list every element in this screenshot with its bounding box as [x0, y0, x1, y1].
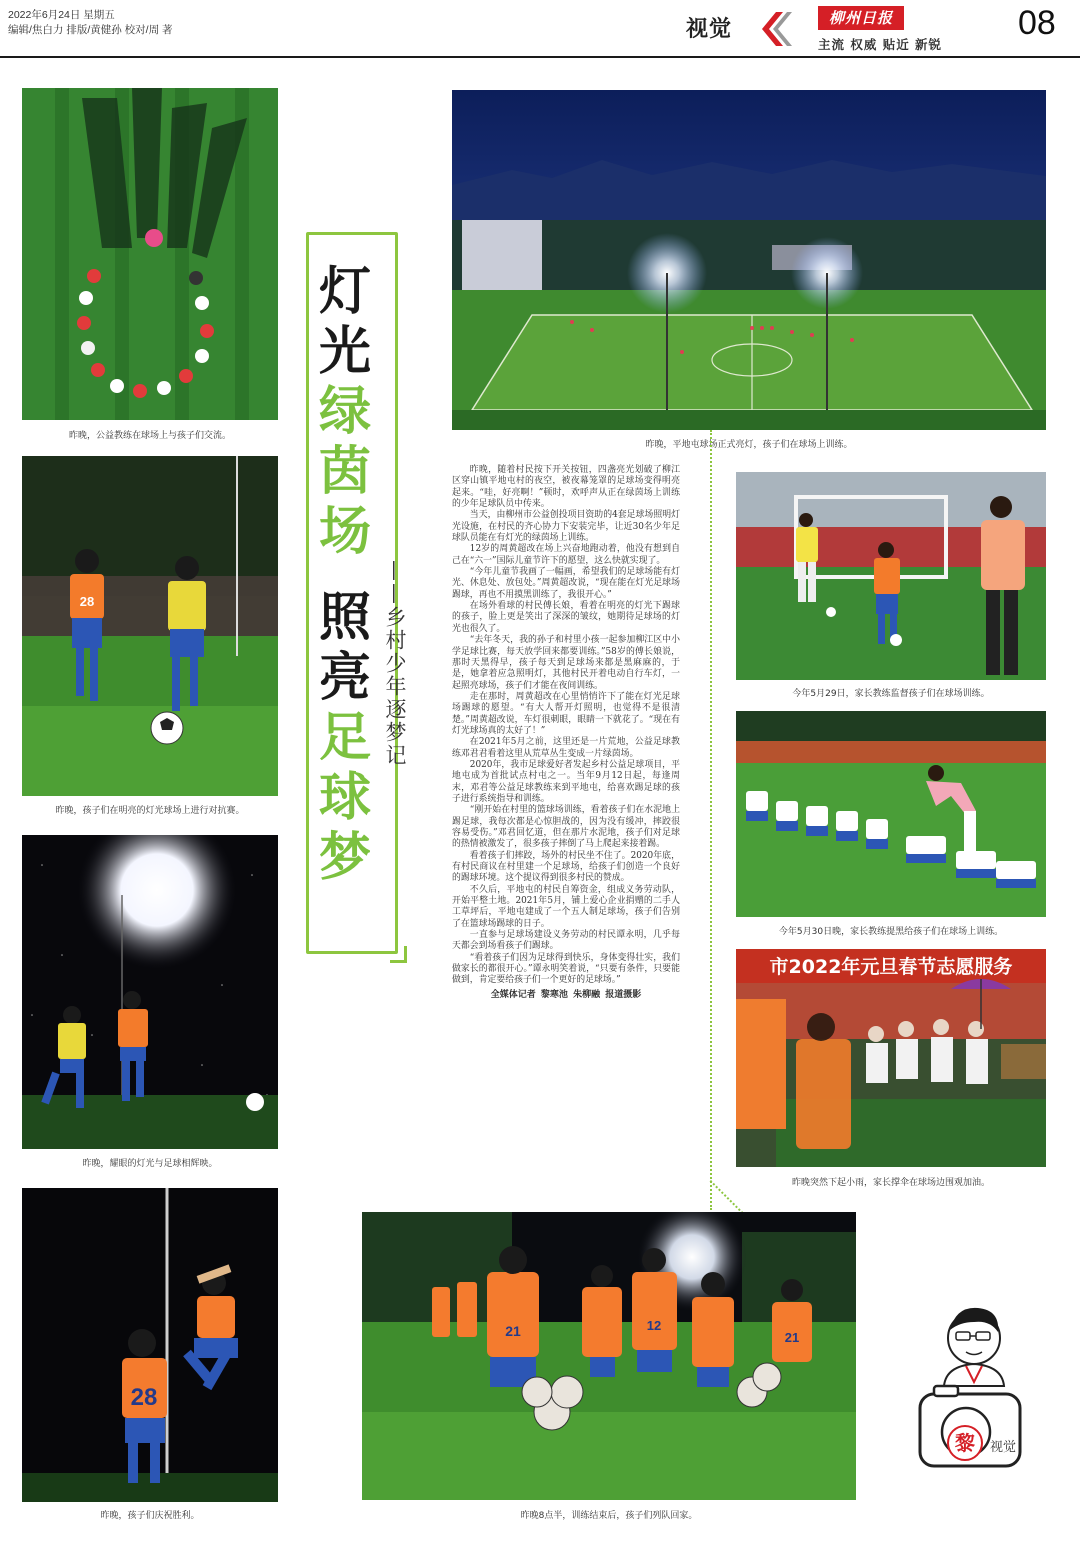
article-paragraph: 昨晚，随着村民按下开关按钮，四盏亮光划破了柳江区穿山镇平地屯村的夜空，被夜幕笼罩的足球场变得明亮起来。“哇，好亮啊！”顿时，欢呼声从正在绿茵场上训练的少年足球队员中传来。: [452, 465, 680, 510]
photo-lineup: [362, 1212, 856, 1500]
caption-2: 昨晚，平地屯球场正式亮灯，孩子们在球场上训练。: [645, 440, 853, 450]
article-paragraph: 走在那时，周黄超改在心里悄悄许下了能在灯光足球场踢球的愿望。“有大人帮开灯照明，也觉得不是很清楚。”周黄超改说，车灯很刺眼，眼睛一下就花了。“现在有灯光球场真的太好了！”: [452, 691, 680, 736]
article-paragraph: “今年儿童节我画了一幅画，希望我们的足球场能有灯光、休息处、放包处。”周黄超改说，“现在能在灯光足球场踢球，再也不用摸黑训练了，我很开心。”: [452, 567, 680, 600]
headline-char: 球: [318, 768, 371, 828]
headline-char: 梦: [318, 828, 371, 888]
subheadline: ——乡村少年逐梦记: [383, 560, 407, 767]
jersey-number: 28: [79, 594, 95, 609]
headline-char: 光: [318, 322, 371, 382]
header-date-editor: [8, 8, 173, 38]
caption-4: 今年5月29日，家长教练监督孩子们在球场训练。: [792, 689, 990, 699]
header-rule: [0, 56, 1080, 58]
newspaper-logo: 柳州日报: [818, 6, 904, 30]
header-date: 2022年6月24日 星期五: [8, 9, 115, 21]
jersey-number: 21: [505, 1323, 521, 1339]
article-paragraph: 看着孩子们摔跤，场外的村民坐不住了。2020年底，有村民商议在村里建一个足球场，给孩子们创造一个良好的踢球环境。这个提议得到很多村民的赞成。: [452, 850, 680, 884]
photo-training-daytime: [736, 472, 1046, 680]
page-number: 08: [1018, 4, 1056, 42]
headline-char: 足: [318, 708, 371, 768]
photo-kids-match: [22, 456, 278, 796]
caption-9: 昨晚8点半，训练结束后，孩子们列队回家。: [520, 1511, 698, 1521]
jersey-number: 21: [784, 1330, 800, 1345]
article-paragraph: 2020年，我市足球爱好者发起乡村公益足球项目，平地屯成为首批试点村屯之一。当年9月12日起，每逢周末，邓君等公益足球教练来到平地屯，给喜欢踢足球的孩子进行系统指导和训练。: [452, 759, 680, 804]
article-paragraph: 在场外看球的村民傅长娘，看着在明亮的灯光下踢球的孩子，脸上更是笑出了深深的皱纹，她期待足球场的灯光也很久了。: [452, 601, 680, 634]
article-paragraph: “刚开始在村里的篮球场训练，看着孩子们在水泥地上踢足球，我每次都是心惊胆战的，因为没有缓冲，摔跤很容易受伤。”邓君回忆道，但在那片水泥地，孩子们对足球的热情被激发了，很多孩子摔倒了马上爬起来接着踢。: [452, 805, 680, 850]
caption-7: 昨晚突然下起小雨，家长撑伞在球场边围观加油。: [791, 1178, 990, 1188]
badge-label: 视觉: [990, 1440, 1017, 1455]
jersey-number: 28: [130, 1384, 158, 1411]
header-editors: 编辑/焦白力 排版/黄健孙 校对/周 著: [8, 24, 173, 36]
section-name: 视觉: [686, 17, 733, 42]
caption-6: 昨晚，耀眼的灯光与足球相辉映。: [82, 1159, 218, 1169]
article-paragraph: 一直参与足球场建设义务劳动的村民谭永明，几乎每天都会到场看孩子们踢球。: [452, 930, 680, 952]
headline-char: 灯: [318, 262, 371, 322]
headline-char: 茵: [318, 442, 371, 502]
headline: [312, 262, 378, 888]
badge-mark: 黎: [947, 1425, 983, 1461]
photo-stretching: [736, 711, 1046, 917]
article-byline: 全媒体记者 黎寒池 朱柳融 报道摄影: [490, 989, 642, 1000]
article-paragraph: 不久后，平地屯的村民自筹资金，组成义务劳动队，开始平整土地。2021年5月，铺上爱心企业捐赠的二手人工草坪后，平地屯建成了一个五人制足球场，孩子们告别了在篮球场踢球的日子。: [452, 884, 680, 929]
article-paragraph: 在2021年5月之前，这里还是一片荒地，公益足球教练邓君君看着这里从荒草丛生变成一片绿茵场。: [452, 737, 680, 759]
chevron-left-icon: [754, 10, 794, 48]
photo-floodlight: [22, 835, 278, 1149]
newspaper-slogan: 主流 权威 贴近 新锐: [818, 37, 943, 52]
article-paragraph: “去年冬天，我的孙子和村里小孩一起参加柳江区中小学足球比赛，每天放学回来都要训练。”58岁的傅长娘说，那时天黑得早，孩子每天到足球场来都是黑麻麻的，于是，她拿着应急照明灯，其他村民开着电动自行车灯，一起照亮球场，孩子们才能在夜间训练。: [452, 635, 680, 691]
caption-8: 昨晚，孩子们庆祝胜利。: [100, 1511, 200, 1521]
headline-char: 场: [318, 502, 371, 562]
article-paragraph: 当天，由柳州市公益创投项目资助的4套足球场照明灯光设施，在村民的齐心协力下安装完毕，让近30名少年足球队员能在有灯光的绿茵场上训练。: [452, 510, 680, 544]
article-paragraph: 12岁的周黄超改在场上兴奋地跑动着，他没有想到自己在“六一”国际儿童节许下的愿望，这么快就实现了。: [452, 544, 680, 566]
page-header: [0, 0, 1080, 56]
jersey-number: 12: [646, 1318, 662, 1333]
article-body: [452, 465, 680, 1001]
caption-3: 昨晚，孩子们在明亮的灯光球场上进行对抗赛。: [55, 806, 245, 816]
photo-rain-umbrellas: [736, 949, 1046, 1167]
headline-char: 亮: [318, 648, 371, 708]
caption-1: 昨晚，公益教练在球场上与孩子们交流。: [68, 431, 231, 441]
caption-5: 今年5月30日晚，家长教练提黑给孩子们在球场上训练。: [778, 927, 1004, 937]
photo-celebration: [22, 1188, 278, 1502]
banner-text: 市2022年元旦春节志愿服务: [769, 956, 1013, 978]
photo-stadium-lights: [452, 90, 1046, 430]
decorative-dotted-line: [710, 430, 712, 1210]
article-paragraph: “看着孩子们因为足球得到快乐，身体变得壮实，我们做家长的都很开心。”谭永明笑着说，“只要有条件，只要能做到，肯定要给孩子们一个更好的足球场。”: [452, 952, 680, 986]
photo-aerial-circle: [22, 88, 278, 420]
headline-char: 绿: [318, 382, 371, 442]
headline-char: 照: [318, 588, 371, 648]
